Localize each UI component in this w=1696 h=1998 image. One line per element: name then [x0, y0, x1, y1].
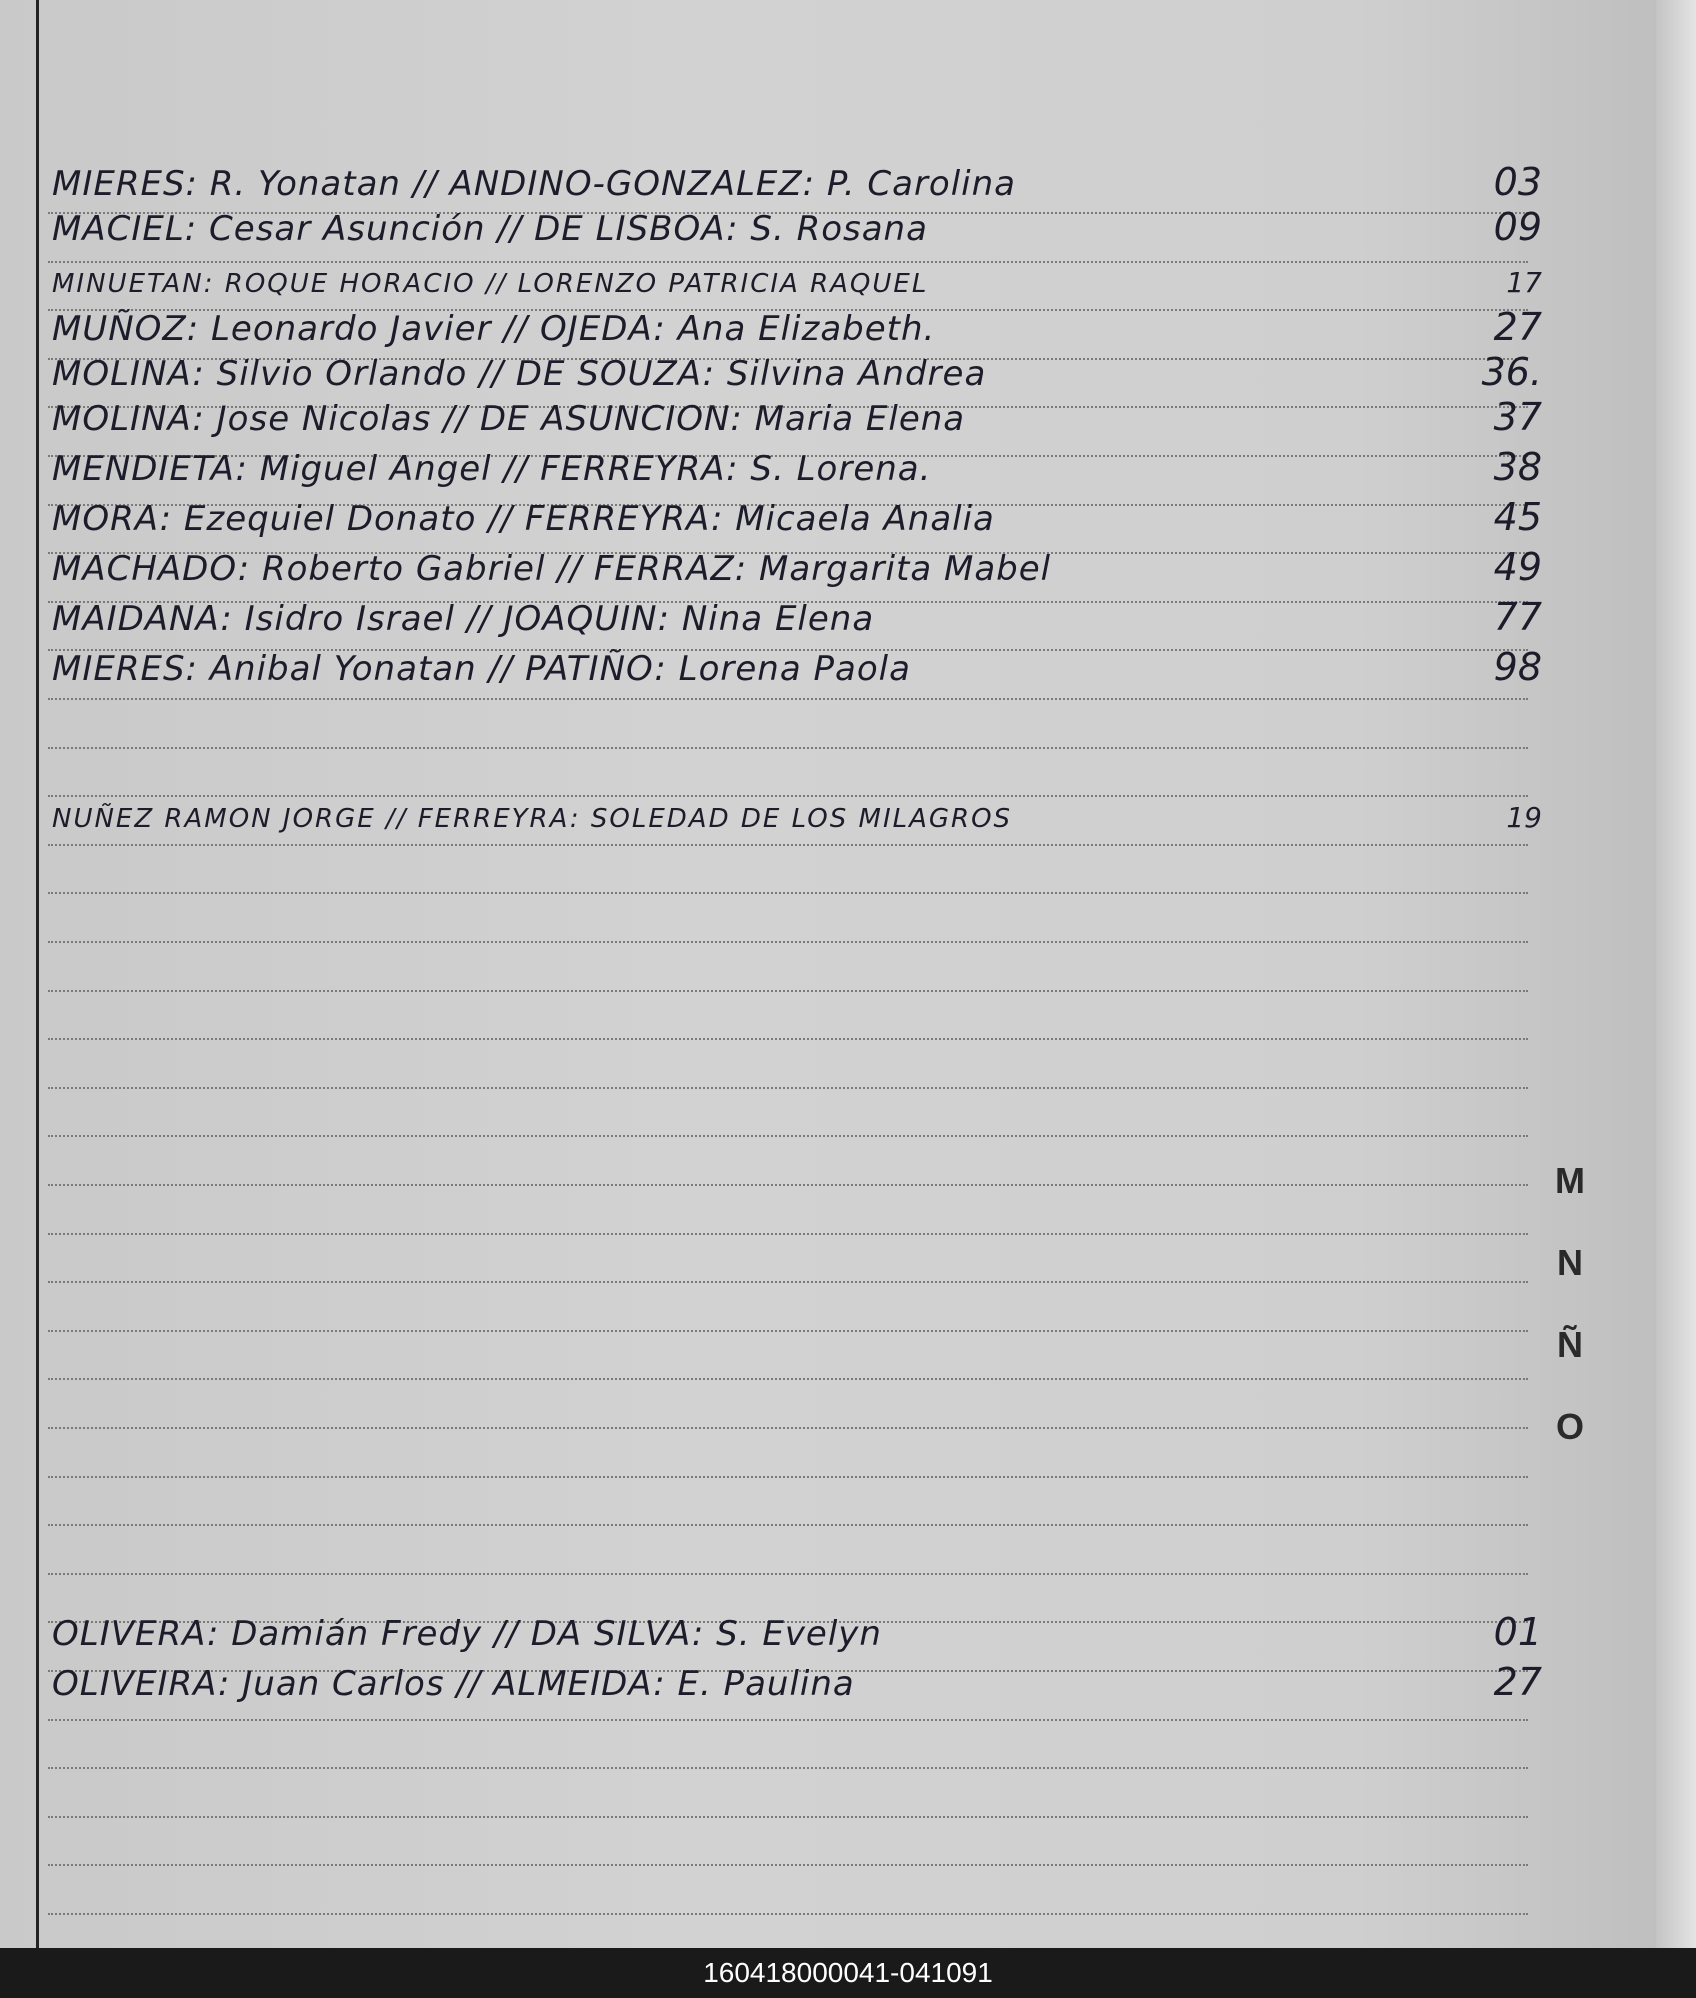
entry-number: 36. [1481, 350, 1542, 394]
entry-name: MAIDANA: Isidro Israel // JOAQUIN: Nina Elena [52, 599, 875, 639]
ruled-line [48, 1719, 1528, 1721]
ruled-line [48, 1427, 1528, 1429]
entry-number: 27 [1493, 305, 1542, 349]
ruled-line [48, 990, 1528, 992]
entry-row [52, 1610, 1552, 1654]
entry-row [52, 545, 1552, 589]
footer-code: 160418000041-041091 [0, 1948, 1696, 1998]
ruled-line [48, 1184, 1528, 1186]
entry-number: 49 [1493, 545, 1542, 589]
entry-number: 77 [1493, 595, 1542, 639]
entry-row [52, 350, 1552, 394]
ruled-line [48, 1913, 1528, 1915]
entry-number: 27 [1493, 1660, 1542, 1704]
ruled-line [48, 1038, 1528, 1040]
index-letter: M [1555, 1160, 1585, 1201]
entry-name: MINUETAN: ROQUE HORACIO // LORENZO PATRICIA RAQUEL [52, 269, 929, 299]
ruled-line [48, 1573, 1528, 1575]
entry-row [52, 790, 1552, 834]
ruled-line [48, 1330, 1528, 1332]
entry-row [52, 305, 1552, 349]
entry-number: 09 [1493, 205, 1542, 249]
entry-name: MIERES: R. Yonatan // ANDINO-GONZALEZ: P. Carolina [52, 164, 1016, 204]
entry-row [52, 160, 1552, 204]
entry-name: MACIEL: Cesar Asunción // DE LISBOA: S. Rosana [52, 209, 928, 249]
index-letter: Ñ [1557, 1324, 1583, 1365]
ruled-line [48, 1135, 1528, 1137]
ruled-line [48, 1378, 1528, 1380]
entry-name: MACHADO: Roberto Gabriel // FERRAZ: Margarita Mabel [52, 549, 1052, 589]
ruled-line [48, 698, 1528, 700]
entry-row [52, 395, 1552, 439]
entry-name: OLIVEIRA: Juan Carlos // ALMEIDA: E. Paulina [52, 1664, 855, 1704]
ruled-line [48, 1233, 1528, 1235]
ruled-line [48, 844, 1528, 846]
entry-number: 17 [1506, 266, 1542, 299]
entry-name: MIERES: Anibal Yonatan // PATIÑO: Lorena Paola [52, 649, 911, 689]
entry-name: MENDIETA: Miguel Angel // FERREYRA: S. Lorena. [52, 449, 932, 489]
entry-number: 38 [1493, 445, 1542, 489]
ruled-line [48, 1281, 1528, 1283]
index-letters [1545, 1140, 1595, 1468]
entry-row [52, 445, 1552, 489]
ruled-line [48, 892, 1528, 894]
ruled-line [48, 1767, 1528, 1769]
ruled-line [48, 1816, 1528, 1818]
entry-row [52, 1660, 1552, 1704]
ruled-line [48, 747, 1528, 749]
entry-number: 98 [1493, 645, 1542, 689]
entry-name: MOLINA: Silvio Orlando // DE SOUZA: Silvina Andrea [52, 354, 987, 394]
entry-number: 03 [1493, 160, 1542, 204]
ruled-line [48, 1524, 1528, 1526]
ruled-line [48, 1087, 1528, 1089]
entry-name: NUÑEZ RAMON JORGE // FERREYRA: SOLEDAD DE LOS MILAGROS [52, 804, 1013, 834]
entry-number: 45 [1493, 495, 1542, 539]
entry-name: MOLINA: Jose Nicolas // DE ASUNCION: Maria Elena [52, 399, 966, 439]
index-letter: O [1555, 1406, 1584, 1447]
entry-name: OLIVERA: Damián Fredy // DA SILVA: S. Evelyn [52, 1614, 882, 1654]
ruled-line [48, 1476, 1528, 1478]
entry-number: 19 [1506, 801, 1542, 834]
entry-row [52, 495, 1552, 539]
entry-row [52, 205, 1552, 249]
entry-row [52, 645, 1552, 689]
ruled-line [48, 941, 1528, 943]
index-letter: N [1557, 1242, 1583, 1283]
entry-name: MUÑOZ: Leonardo Javier // OJEDA: Ana Elizabeth. [52, 309, 936, 349]
entry-row [52, 595, 1552, 639]
ruled-line [48, 1864, 1528, 1866]
entry-number: 01 [1493, 1610, 1542, 1654]
entry-row [52, 255, 1552, 299]
entry-number: 37 [1493, 395, 1542, 439]
entry-name: MORA: Ezequiel Donato // FERREYRA: Micaela Analia [52, 499, 995, 539]
